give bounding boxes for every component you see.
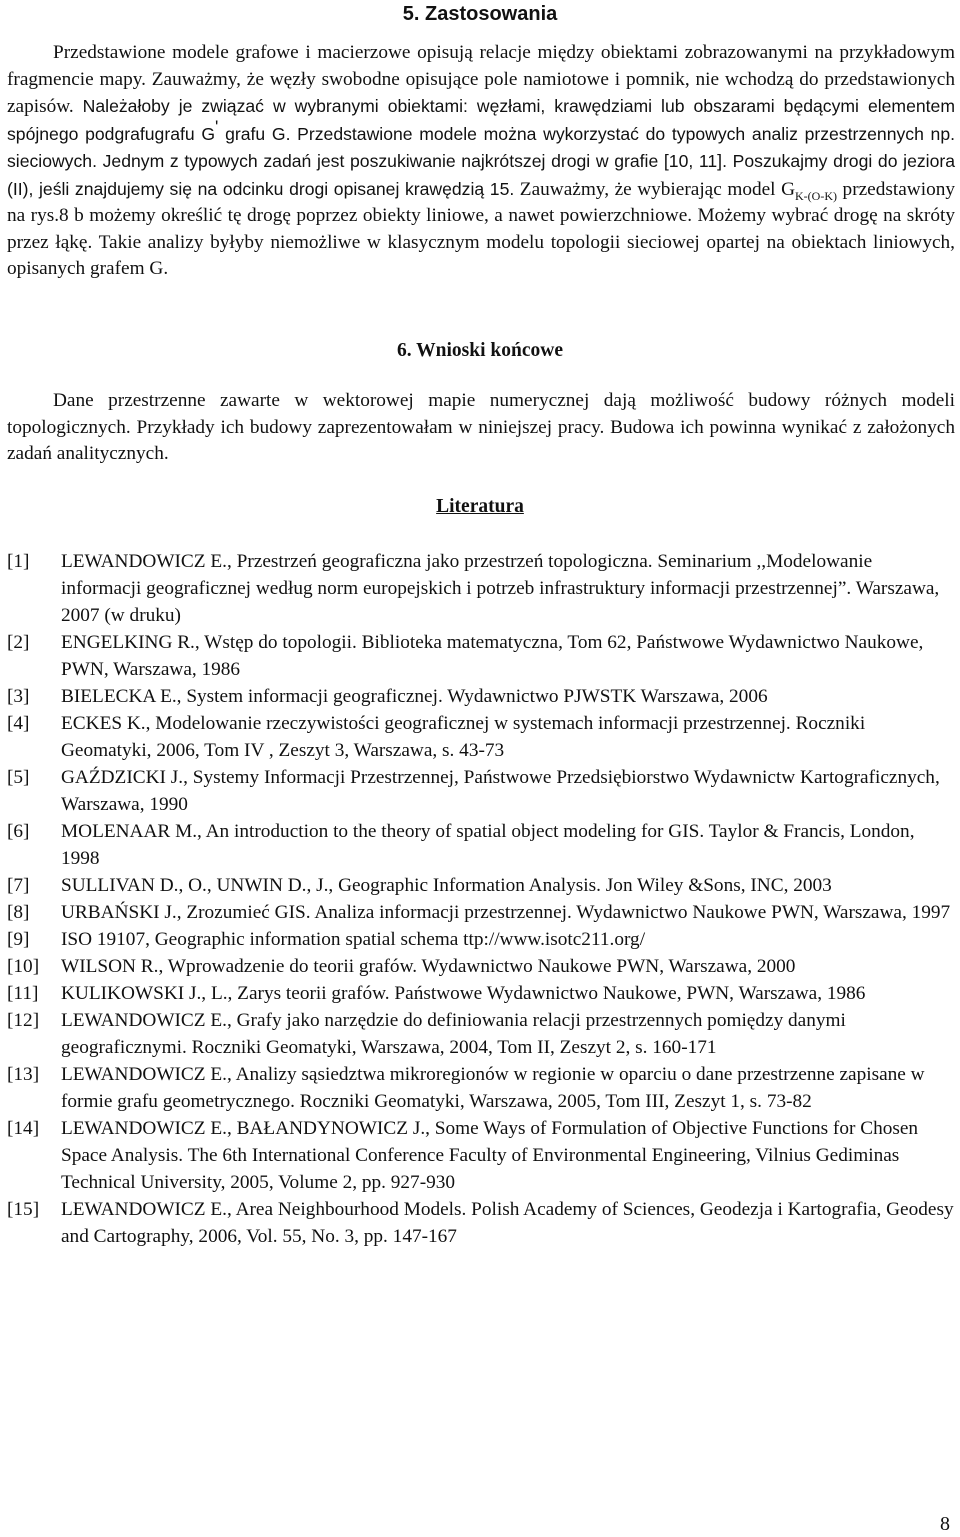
reference-list bbox=[0, 548, 960, 1250]
reference-item bbox=[0, 1196, 954, 1250]
reference-number: [11] bbox=[7, 983, 39, 1004]
reference-text: MOLENAAR M., An introduction to the theory of spatial object modeling for GIS. Taylor & Francis, London, 1998 bbox=[61, 821, 915, 869]
reference-text: BIELECKA E., System informacji geograficznej. Wydawnictwo PJWSTK Warszawa, 2006 bbox=[61, 686, 768, 707]
applications-text-6: Zauważmy, że wybierając model G bbox=[514, 178, 796, 200]
reference-item bbox=[0, 953, 954, 980]
reference-item bbox=[0, 683, 954, 710]
applications-text-2: Należałoby je związać w wybranymi obiektami: węzłami, krawędziami lub obszarami będącymi elementem spójnego podgrafugrafu G bbox=[7, 96, 955, 144]
reference-item bbox=[0, 926, 954, 953]
reference-item bbox=[0, 872, 954, 899]
reference-number: [13] bbox=[7, 1064, 40, 1085]
reference-text: LEWANDOWICZ E., Przestrzeń geograficzna jako przestrzeń topologiczna. Seminarium ,,Modelowanie informacji geograficznej według norm europejskich i potrzeb infrastruktury informacji przestrzennej”. Warszawa, 2007 (w druku) bbox=[61, 551, 940, 626]
reference-text: LEWANDOWICZ E., Area Neighbourhood Models. Polish Academy of Sciences, Geodezja i Kartografia, Geodesy and Cartography, 2006, Vol. 55, No. 3, pp. 147-167 bbox=[61, 1199, 954, 1247]
applications-text-1: Przedstawione modele grafowe i macierzowe opisują relacje między obiektami zobrazowanymi na przykładowym fragmencie mapy. Zauważmy, że węzły swobodne opisujące pole namiotowe i pomnik, nie wchodzą do przedstawionych zapisów. bbox=[7, 42, 955, 117]
reference-text: ENGELKING R., Wstęp do topologii. Biblioteka matematyczna, Tom 62, Państwowe Wydawnictwo Naukowe, PWN, Warszawa, 1986 bbox=[61, 632, 924, 680]
reference-item bbox=[0, 1007, 954, 1061]
reference-text: GAŹDZICKI J., Systemy Informacji Przestrzennej, Państwowe Przedsiębiorstwo Wydawnictw Kartograficznych, Warszawa, 1990 bbox=[61, 767, 940, 815]
prime-mark: ' bbox=[215, 116, 219, 137]
applications-paragraph bbox=[7, 40, 955, 283]
reference-item bbox=[0, 710, 954, 764]
applications-text-4: Przedstawione modele można wykorzystać do typowych analiz przestrzennych np. sieciowych. Jednym z typowych zadań jest poszukiwanie najkrótszej drogi w grafie [10, 11]. bbox=[7, 123, 956, 171]
reference-text: LEWANDOWICZ E., Analizy sąsiedztwa mikroregionów w regionie w oparciu o dane przestrzenne zapisane w formie grafu geometrycznego. Roczniki Geomatyki, Warszawa, 2005, Tom III, Zeszyt 1, s. 73-82 bbox=[61, 1064, 925, 1112]
reference-item bbox=[0, 548, 954, 629]
conclusions-paragraph bbox=[7, 388, 955, 468]
reference-number: [1] bbox=[7, 551, 30, 572]
conclusions-heading: 6. Wnioski końcowe bbox=[397, 340, 563, 361]
reference-item bbox=[0, 1061, 954, 1115]
reference-item bbox=[0, 629, 954, 683]
applications-text-7: przedstawiony na rys.8 b możemy określić tę drogę poprzez obiekty liniowe, a nawet powierzchniowe. Możemy wybrać drogę na skróty przez łąkę. Takie analizy byłyby niemożliwe w klasycznym modelu topologii sieciowej opartej na obiektach liniowych, opisanych grafem G. bbox=[7, 178, 955, 279]
reference-text: ISO 19107, Geographic information spatial schema ttp://www.isotc211.org/ bbox=[61, 929, 646, 950]
reference-text: KULIKOWSKI J., L., Zarys teorii grafów. Państwowe Wydawnictwo Naukowe, PWN, Warszawa, 1986 bbox=[61, 983, 866, 1004]
reference-text: LEWANDOWICZ E., Grafy jako narzędzie do definiowania relacji przestrzennych pomiędzy danymi geograficznymi. Roczniki Geomatyki, Warszawa, 2004, Tom II, Zeszyt 2, s. 160-171 bbox=[61, 1010, 846, 1058]
reference-item bbox=[0, 899, 954, 926]
model-subscript: K-(O-K) bbox=[795, 188, 837, 203]
reference-item bbox=[0, 764, 954, 818]
conclusions-text: Dane przestrzenne zawarte w wektorowej mapie numerycznej dają możliwość budowy różnych modeli topologicznych. Przykłady ich budowy zaprezentowałam w niniejszej pracy. Budowa ich powinna wynikać z założonych zadań analitycznych. bbox=[7, 390, 955, 464]
reference-number: [15] bbox=[7, 1199, 40, 1220]
reference-number: [14] bbox=[7, 1118, 40, 1139]
reference-number: [10] bbox=[7, 956, 40, 977]
reference-item bbox=[0, 1115, 954, 1196]
reference-text: URBAŃSKI J., Zrozumieć GIS. Analiza informacji przestrzennej. Wydawnictwo Naukowe PWN, Warszawa, 1997 bbox=[61, 902, 951, 923]
reference-number: [6] bbox=[7, 821, 30, 842]
reference-number: [9] bbox=[7, 929, 30, 950]
reference-item bbox=[0, 980, 954, 1007]
section-title: 5. Zastosowania bbox=[402, 3, 558, 25]
applications-text-3: grafu G. bbox=[218, 123, 298, 144]
reference-number: [12] bbox=[7, 1010, 40, 1031]
reference-text: SULLIVAN D., O., UNWIN D., J., Geographic Information Analysis. Jon Wiley &Sons, INC, 2003 bbox=[61, 875, 832, 896]
reference-item bbox=[0, 818, 954, 872]
page-number: 8 bbox=[940, 1513, 950, 1535]
reference-number: [2] bbox=[7, 632, 30, 653]
reference-number: [4] bbox=[7, 713, 30, 734]
reference-number: [3] bbox=[7, 686, 30, 707]
reference-text: ECKES K., Modelowanie rzeczywistości geograficznej w systemach informacji przestrzennej. Roczniki Geomatyki, 2006, Tom IV , Zeszyt 3, Warszawa, s. 43-73 bbox=[61, 713, 866, 761]
reference-text: WILSON R., Wprowadzenie do teorii grafów. Wydawnictwo Naukowe PWN, Warszawa, 2000 bbox=[61, 956, 796, 977]
applications-text-5: Poszukajmy drogi do jeziora (II), jeśli znajdujemy się na odcinku drogi opisanej krawędzią 15. bbox=[7, 151, 955, 199]
reference-text: LEWANDOWICZ E., BAŁANDYNOWICZ J., Some Ways of Formulation of Objective Functions for Chosen Space Analysis. The 6th International Conference Faculty of Environmental Engineering, Vilnius Gediminas Technical University, 2005, Volume 2, pp. 927-930 bbox=[61, 1118, 919, 1193]
reference-number: [7] bbox=[7, 875, 30, 896]
reference-number: [8] bbox=[7, 902, 30, 923]
reference-number: [5] bbox=[7, 767, 30, 788]
literature-heading: Literatura bbox=[436, 496, 524, 517]
